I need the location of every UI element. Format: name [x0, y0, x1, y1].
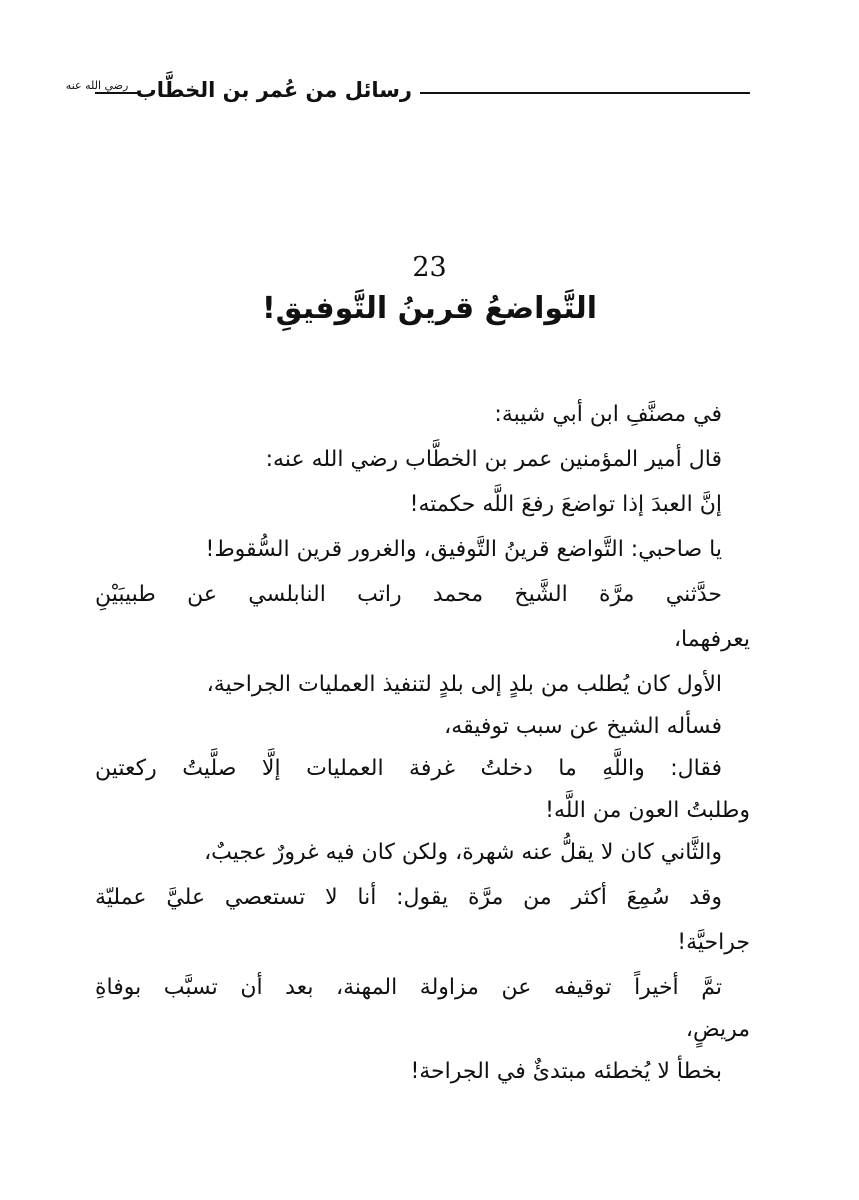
text-line: الأول كان يُطلب من بلدٍ إلى بلدٍ لتنفيذ العمليات الجراحية،	[206, 672, 722, 697]
text-line: في مصنَّفِ ابن أبي شيبة:	[494, 402, 722, 427]
chapter-number: 23	[412, 252, 447, 283]
header-rule-right	[420, 92, 750, 94]
honorific-glyph: رضي الله عنه	[65, 79, 129, 92]
chapter-title: التَّواضعُ قرينُ التَّوفيقِ!	[261, 291, 598, 326]
running-header-title	[66, 78, 412, 102]
text-line: وطلبتُ العون من اللَّه!	[545, 798, 750, 823]
text-line: إنَّ العبدَ إذا تواضعَ رفعَ اللَّه حكمته!	[409, 492, 722, 517]
text-line: يا صاحبي: التَّواضع قرينُ التَّوفيق، والغرور قرين السُّقوط!	[205, 537, 722, 562]
text-line: جراحيَّة!	[677, 930, 750, 955]
text-line: بخطأ لا يُخطئه مبتدئٌ في الجراحة!	[410, 1059, 722, 1084]
text-line: فسأله الشيخ عن سبب توفيقه،	[444, 714, 722, 739]
text-line: تمَّ أخيراً توقيفه عن مزاولة المهنة، بعد أن تسبَّب بوفاةِ	[95, 975, 722, 1000]
text-line: حدَّثني مرَّة الشَّيخ محمد راتب النابلسي عن طبيبَيْنِ	[95, 582, 722, 607]
body-text	[95, 392, 750, 1094]
running-header	[65, 78, 750, 108]
running-header-text: رسائل من عُمر بن الخطَّاب	[135, 78, 412, 102]
text-line: مريضٍ،	[685, 1017, 750, 1042]
text-line: قال أمير المؤمنين عمر بن الخطَّاب رضي الله عنه:	[265, 447, 722, 472]
text-line: والثَّاني كان لا يقلُّ عنه شهرة، ولكن كان فيه غرورٌ عجيبٌ،	[204, 840, 722, 865]
text-line: وقد سُمِعَ أكثر من مرَّة يقول: أنا لا تستعصي عليَّ عمليّة	[95, 885, 722, 910]
text-line: فقال: واللَّهِ ما دخلتُ غرفة العمليات إلَّا صلَّيتُ ركعتين	[95, 756, 722, 781]
header-rule-left	[95, 92, 137, 94]
text-line: يعرفهما،	[673, 627, 750, 652]
